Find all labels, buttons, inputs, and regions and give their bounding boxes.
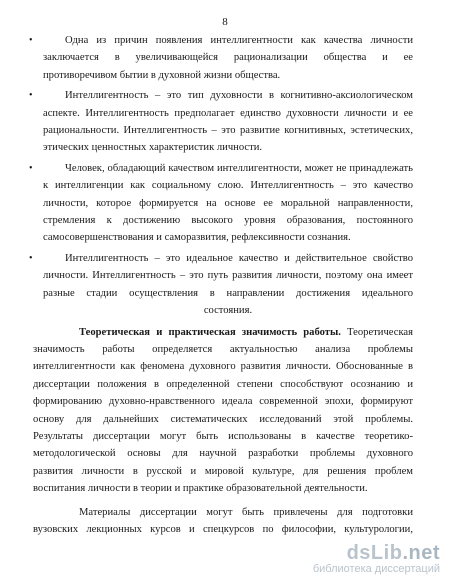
page-number: 8 (222, 16, 228, 28)
bullet-item (29, 160, 413, 247)
text-line: основу для дальнейших систематических исследований этой проблемы. (33, 413, 413, 425)
bullet-item (29, 87, 413, 157)
bullet-item (29, 32, 413, 84)
text-line: вузовских лекционных курсов и спецкурсов по философии, культурологии, (33, 523, 413, 535)
text-line: заключается в увеличивающейся рационализации общества и ее (43, 52, 413, 64)
text-line: Одна из причин появления интеллигентности как качества личности (65, 35, 413, 46)
text-line: диссертации положения в определенной степени способствуют осознанию и (33, 378, 413, 390)
materials-paragraph (33, 504, 413, 539)
text-line: Человек, обладающий качеством интеллигентности, может не принадлежать (65, 162, 413, 174)
significance-paragraph (33, 324, 413, 498)
text-line: личности. Интеллигентность – это путь развития личности, поэтому она имеет (43, 270, 413, 282)
bullet-marker: • (29, 162, 33, 174)
bullet-item (29, 250, 413, 320)
watermark-logo (313, 543, 440, 563)
text-line: состояния. (203, 305, 253, 317)
text-line: интеллигентности как феномена духовного развития личности. Обоснованные в (33, 361, 413, 373)
text-line: аспекте. Интеллигентность предполагает единство духовности личности и ее (43, 107, 413, 119)
text-line: воспитания личности в теории и практике образовательной деятельности. (33, 483, 368, 495)
text-line: методологической основы для научной разработки проблемы духовного (33, 448, 413, 460)
watermark (313, 543, 440, 576)
text-line: развития личности в русской и мировой культуре, для решения проблем (33, 465, 413, 477)
text-line: значимость работы определяется актуальностью анализа проблемы (33, 343, 413, 355)
text-line: к интеллигенции как социальному слою. Интеллигентность – это качество (43, 180, 413, 192)
text-line: противоречивом бытии в духовной жизни общества. (43, 69, 281, 81)
watermark-logo-tld: .net (402, 542, 440, 564)
text-line: Результаты диссертации могут быть использованы в качестве теоретико- (33, 430, 413, 442)
text-line (33, 324, 413, 341)
text-line: Материалы диссертации могут быть привлечены для подготовки (79, 506, 413, 518)
bullet-marker: • (29, 35, 33, 46)
text-line: Интеллигентность – это идеальное качество и действительное свойство (65, 252, 413, 264)
bullet-marker: • (29, 90, 33, 102)
text-line-rest: Теоретическая (347, 326, 413, 338)
text-line: самосовершенствования и саморазвития, рефлексивности сознания. (43, 232, 351, 244)
text-line: этических ценностных характеристик личности. (43, 142, 263, 154)
section-heading: Теоретическая и практическая значимость работы. (79, 326, 341, 338)
text-line: рациональности. Интеллигентность – это развитие когнитивных, эстетических, (43, 125, 413, 137)
watermark-logo-main: dsLib (346, 542, 403, 564)
text-line: формированию духовно-нравственного идеала современной эпохи, формируют (33, 396, 413, 408)
text-line: Интеллигентность – это тип духовности в когнитивно-аксиологическом (65, 90, 413, 102)
bullet-marker: • (29, 252, 33, 264)
document-body (29, 32, 413, 538)
watermark-subtitle: библиотека диссертаций (312, 563, 440, 575)
text-line: разные стадии осуществления в направлении достижения идеального (43, 287, 413, 299)
text-line: стремления к достижению высокого уровня образования, постоянного (43, 215, 413, 227)
text-line: личности, которое формируется на основе ее моральной направленности, (43, 197, 413, 209)
